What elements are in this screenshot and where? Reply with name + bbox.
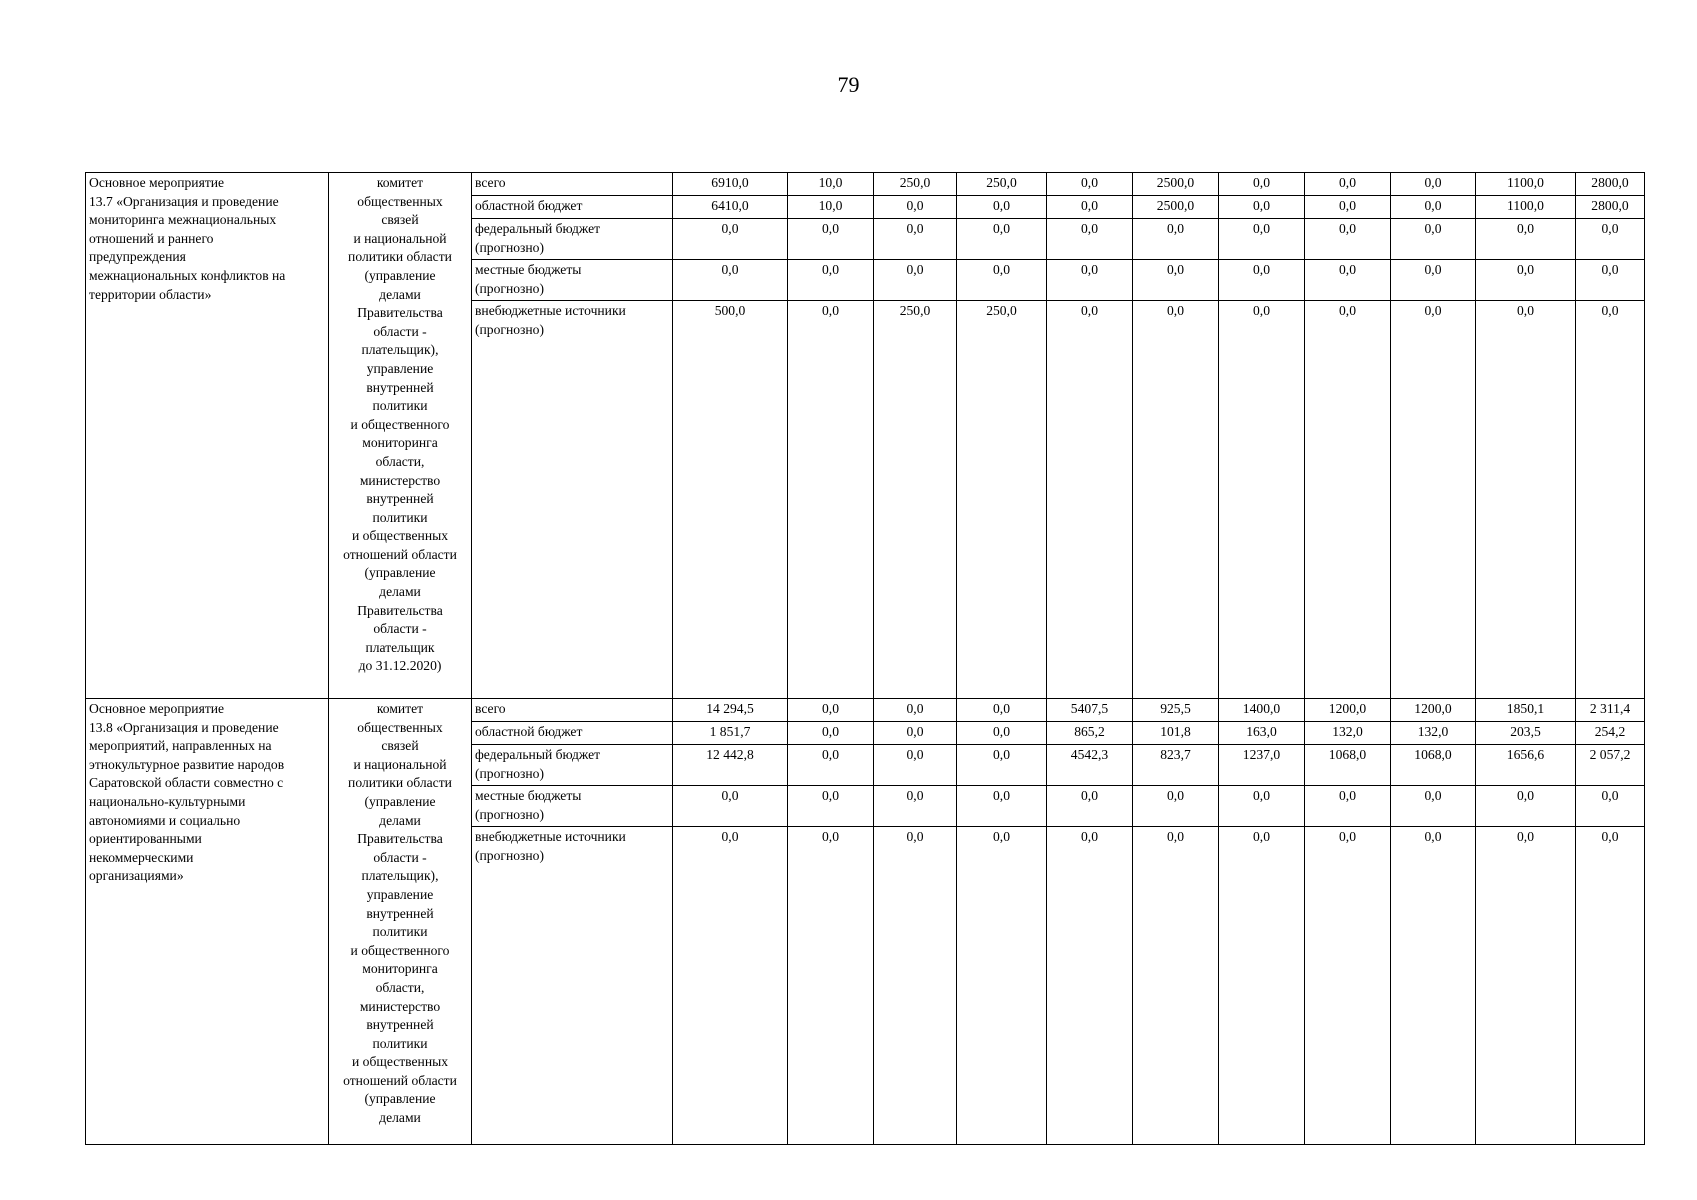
executor-cell [329,173,472,699]
executor-text-line: общественных [357,719,443,735]
executor-text-line: делами [379,286,421,302]
amount-cell: 101,8 [1133,722,1219,745]
measure-text-line: этнокультурное развитие народов [89,756,285,772]
amount-cell: 163,0 [1219,722,1305,745]
funding-source-line: внебюджетные источники [475,829,626,844]
executor-text-line: управление [366,886,434,902]
amount-cell: 0,0 [788,745,874,786]
funding-source-line: федеральный бюджет [475,221,601,236]
amount-cell: 1656,6 [1476,745,1576,786]
executor-text-line: политики [372,398,428,414]
amount-cell: 0,0 [874,219,957,260]
measure-cell [86,173,329,699]
executor-text-line: Правительства [357,602,443,618]
amount-cell: 0,0 [1047,260,1133,301]
measure-text-line: мероприятий, направленных на [89,738,272,754]
funding-source-line: местные бюджеты [475,262,582,277]
measure-text-line: 13.8 «Организация и проведение [89,719,279,735]
amount-cell: 1 851,7 [673,722,788,745]
amount-cell: 0,0 [1391,301,1476,699]
measure-text-line: территории области» [89,286,212,302]
amount-cell: 6410,0 [673,196,788,219]
funding-source-line: областной бюджет [475,198,583,213]
executor-text-line: и общественного [350,942,450,958]
amount-cell: 0,0 [1576,786,1645,827]
executor-text-line: Правительства [357,305,443,321]
amount-cell: 0,0 [874,786,957,827]
executor-text-line: внутренней [366,905,434,921]
executor-text-line: внутренней [366,379,434,395]
amount-cell: 500,0 [673,301,788,699]
amount-cell: 0,0 [1219,827,1305,1145]
funding-source-line: (прогнозно) [475,280,545,296]
amount-cell: 10,0 [788,196,874,219]
funding-source-line: всего [475,175,506,190]
funding-source-line: внебюджетные источники [475,303,626,318]
measure-text-line: Основное мероприятие [89,701,225,716]
amount-cell: 0,0 [957,745,1047,786]
measure-text-line: мониторинга межнациональных [89,212,277,228]
amount-cell: 0,0 [1476,219,1576,260]
amount-cell: 0,0 [874,196,957,219]
funding-source-cell [472,722,673,745]
amount-cell: 0,0 [1133,301,1219,699]
measure-text-line: Основное мероприятие [89,175,225,190]
amount-cell: 0,0 [1391,219,1476,260]
executor-text-line: до 31.12.2020) [358,658,442,674]
measure-cell [86,699,329,1145]
executor-text-line: и национальной [353,756,447,772]
amount-cell: 823,7 [1133,745,1219,786]
amount-cell: 1100,0 [1476,173,1576,196]
amount-cell: 0,0 [957,219,1047,260]
amount-cell: 0,0 [1391,196,1476,219]
amount-cell: 0,0 [1047,196,1133,219]
executor-text-line: и общественных [351,528,449,544]
amount-cell: 1850,1 [1476,699,1576,722]
amount-cell: 0,0 [1576,260,1645,301]
measure-text-line: некоммерческими [89,849,194,865]
measure-text-line: 13.7 «Организация и проведение [89,193,279,209]
amount-cell: 132,0 [1305,722,1391,745]
executor-text-line: области - [373,849,427,865]
amount-cell: 0,0 [1391,260,1476,301]
amount-cell: 0,0 [673,219,788,260]
amount-cell: 0,0 [1305,827,1391,1145]
executor-text-line: министерство [359,998,441,1014]
measure-text-line: отношений и раннего [89,230,214,246]
amount-cell: 0,0 [1133,827,1219,1145]
amount-cell: 203,5 [1476,722,1576,745]
amount-cell: 0,0 [1305,260,1391,301]
amount-cell: 1400,0 [1219,699,1305,722]
amount-cell: 2500,0 [1133,173,1219,196]
amount-cell: 1200,0 [1305,699,1391,722]
amount-cell: 0,0 [1219,301,1305,699]
budget-table [85,172,1645,1145]
amount-cell: 0,0 [1391,827,1476,1145]
executor-text-line: политики [372,509,428,525]
amount-cell: 0,0 [1576,301,1645,699]
amount-cell: 5407,5 [1047,699,1133,722]
executor-text-line: области, [375,453,425,469]
amount-cell: 0,0 [1576,219,1645,260]
executor-text-line: политики области [348,249,452,265]
measure-text-line: предупреждения [89,249,186,265]
measure-text-line: национально-культурными [89,793,246,809]
amount-cell: 12 442,8 [673,745,788,786]
amount-cell: 865,2 [1047,722,1133,745]
amount-cell: 0,0 [1305,786,1391,827]
amount-cell: 0,0 [1219,219,1305,260]
funding-source-line: (прогнозно) [475,806,545,822]
executor-text-line: области - [373,621,427,637]
amount-cell: 1200,0 [1391,699,1476,722]
measure-text-line: межнациональных конфликтов на [89,267,286,283]
amount-cell: 0,0 [788,722,874,745]
executor-text-line: плательщик), [361,868,439,884]
amount-cell: 2500,0 [1133,196,1219,219]
amount-cell: 14 294,5 [673,699,788,722]
amount-cell: 0,0 [673,827,788,1145]
executor-text-line: и общественных [351,1054,449,1070]
amount-cell: 250,0 [957,173,1047,196]
amount-cell: 0,0 [788,786,874,827]
executor-text-line: министерство [359,472,441,488]
executor-text-line: области - [373,323,427,339]
executor-text-line: Правительства [357,831,443,847]
funding-source-line: (прогнозно) [475,239,545,255]
executor-text-line: политики области [348,775,452,791]
amount-cell: 0,0 [957,827,1047,1145]
funding-source-line: местные бюджеты [475,788,582,803]
amount-cell: 0,0 [957,260,1047,301]
amount-cell: 250,0 [874,173,957,196]
amount-cell: 0,0 [1576,827,1645,1145]
amount-cell: 925,5 [1133,699,1219,722]
amount-cell: 0,0 [788,260,874,301]
executor-text-line: области, [375,979,425,995]
amount-cell: 0,0 [788,699,874,722]
amount-cell: 0,0 [673,786,788,827]
executor-text-line: делами [379,1110,421,1126]
funding-source-cell [472,196,673,219]
amount-cell: 1068,0 [1391,745,1476,786]
amount-cell: 0,0 [1047,786,1133,827]
funding-source-line: федеральный бюджет [475,747,601,762]
executor-text-line: (управление [364,267,436,283]
amount-cell: 0,0 [1219,260,1305,301]
amount-cell: 2 311,4 [1576,699,1645,722]
executor-text-line: (управление [364,1091,436,1107]
amount-cell: 0,0 [1219,173,1305,196]
page-number: 79 [837,72,860,97]
executor-text-line: (управление [364,793,436,809]
amount-cell: 0,0 [1133,786,1219,827]
amount-cell: 0,0 [1133,260,1219,301]
amount-cell: 0,0 [1476,786,1576,827]
executor-text-line: и общественного [350,416,450,432]
amount-cell: 0,0 [788,219,874,260]
funding-source-cell [472,260,673,301]
table-row [86,173,1645,196]
amount-cell: 0,0 [1391,173,1476,196]
amount-cell: 0,0 [874,827,957,1145]
amount-cell: 0,0 [1219,196,1305,219]
measure-text-line: Саратовской области совместно с [89,775,284,791]
amount-cell: 0,0 [874,745,957,786]
amount-cell: 6910,0 [673,173,788,196]
executor-text-line: (управление [364,565,436,581]
executor-text-line: политики [372,1035,428,1051]
amount-cell: 10,0 [788,173,874,196]
amount-cell: 250,0 [957,301,1047,699]
amount-cell: 0,0 [1305,196,1391,219]
executor-text-line: общественных [357,193,443,209]
amount-cell: 0,0 [1047,301,1133,699]
amount-cell: 0,0 [788,301,874,699]
measure-text-line: ориентированными [89,831,202,847]
executor-cell [329,699,472,1145]
amount-cell: 0,0 [957,722,1047,745]
funding-source-line: (прогнозно) [475,847,545,863]
amount-cell: 0,0 [874,260,957,301]
amount-cell: 0,0 [957,786,1047,827]
measure-text-line: автономиями и социально [89,812,241,828]
amount-cell: 0,0 [957,699,1047,722]
amount-cell: 254,2 [1576,722,1645,745]
amount-cell: 1237,0 [1219,745,1305,786]
funding-source-cell [472,699,673,722]
executor-text-line: комитет [376,701,424,716]
amount-cell: 0,0 [1047,219,1133,260]
amount-cell: 0,0 [1047,173,1133,196]
funding-source-line: областной бюджет [475,724,583,739]
amount-cell: 0,0 [673,260,788,301]
executor-text-line: делами [379,812,421,828]
amount-cell: 0,0 [1133,219,1219,260]
amount-cell: 0,0 [1476,827,1576,1145]
amount-cell: 1100,0 [1476,196,1576,219]
amount-cell: 0,0 [874,699,957,722]
amount-cell: 1068,0 [1305,745,1391,786]
executor-text-line: управление [366,360,434,376]
funding-source-cell [472,745,673,786]
measure-text-line: организациями» [89,868,184,884]
amount-cell: 0,0 [1476,301,1576,699]
amount-cell: 2 057,2 [1576,745,1645,786]
funding-source-cell [472,301,673,699]
executor-text-line: связей [381,212,419,228]
funding-source-cell [472,219,673,260]
executor-text-line: отношений области [343,546,457,562]
amount-cell: 0,0 [1305,301,1391,699]
amount-cell: 0,0 [874,722,957,745]
funding-source-cell [472,173,673,196]
executor-text-line: внутренней [366,1017,434,1033]
amount-cell: 0,0 [1219,786,1305,827]
amount-cell: 0,0 [1047,827,1133,1145]
executor-text-line: внутренней [366,491,434,507]
amount-cell: 0,0 [1476,260,1576,301]
executor-text-line: политики [372,924,428,940]
executor-text-line: плательщик [365,639,435,655]
executor-text-line: отношений области [343,1072,457,1088]
funding-source-line: (прогнозно) [475,321,545,337]
funding-source-cell [472,786,673,827]
amount-cell: 0,0 [1305,219,1391,260]
amount-cell: 0,0 [957,196,1047,219]
amount-cell: 250,0 [874,301,957,699]
executor-text-line: мониторинга [362,435,438,451]
executor-text-line: плательщик), [361,342,439,358]
funding-source-line: всего [475,701,506,716]
executor-text-line: делами [379,584,421,600]
executor-text-line: мониторинга [362,961,438,977]
amount-cell: 0,0 [788,827,874,1145]
executor-text-line: связей [381,738,419,754]
amount-cell: 4542,3 [1047,745,1133,786]
amount-cell: 132,0 [1391,722,1476,745]
funding-source-line: (прогнозно) [475,765,545,781]
amount-cell: 0,0 [1391,786,1476,827]
amount-cell: 2800,0 [1576,196,1645,219]
amount-cell: 2800,0 [1576,173,1645,196]
executor-text-line: комитет [376,175,424,190]
funding-source-cell [472,827,673,1145]
amount-cell: 0,0 [1305,173,1391,196]
table-row [86,699,1645,722]
executor-text-line: и национальной [353,230,447,246]
